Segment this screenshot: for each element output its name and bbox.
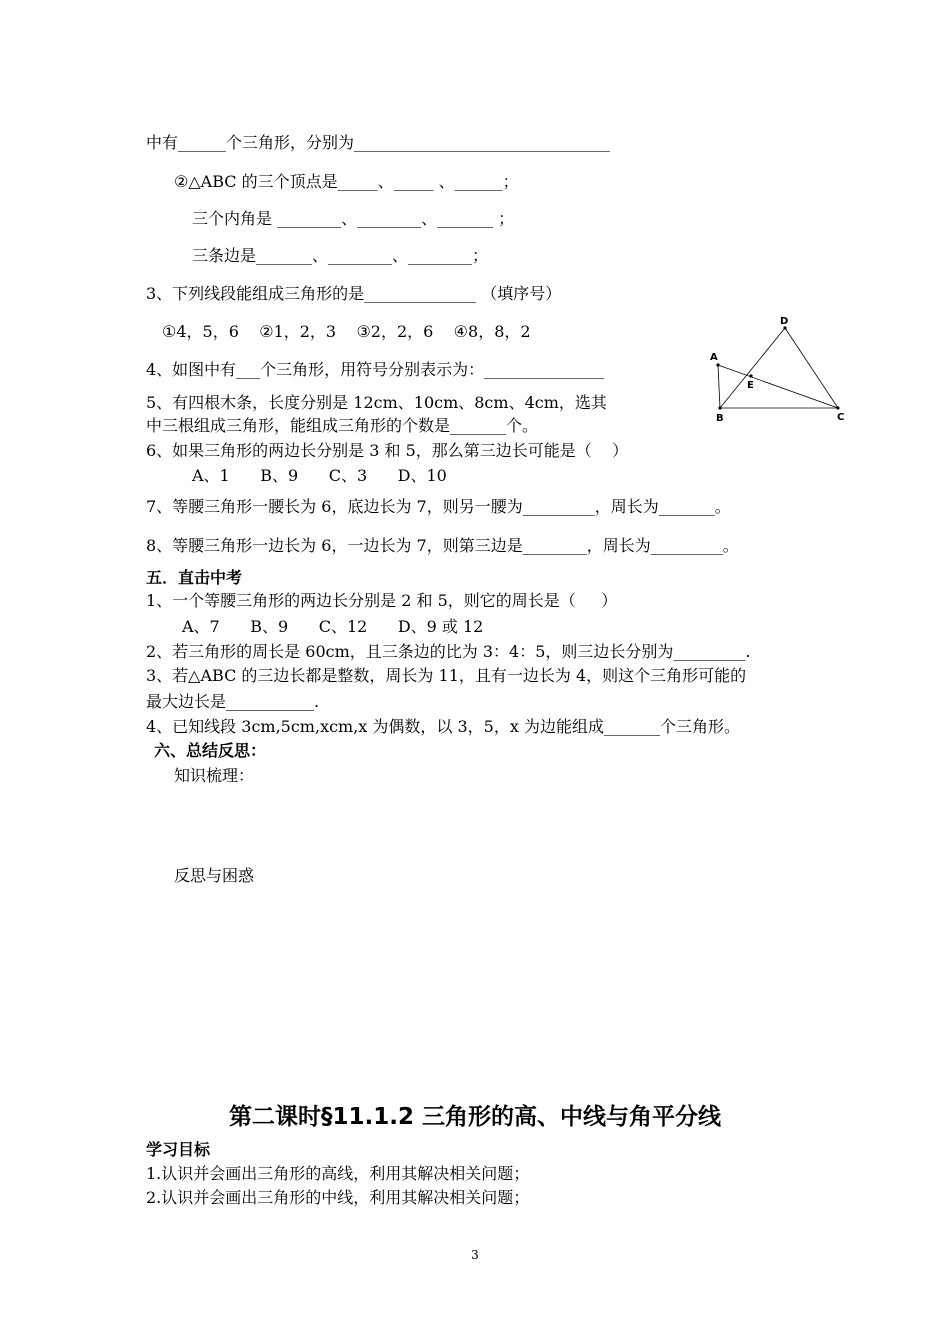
- exam-question-3-line2: 最大边长是___________.: [146, 692, 320, 711]
- blank-line-triangles: 中有______个三角形，分别为________________________________: [146, 133, 611, 152]
- question-3: 3、下列线段能组成三角形的是______________ （填序号）: [146, 284, 562, 303]
- segment-db: [720, 328, 785, 408]
- knowledge-summary-label: 知识梳理：: [174, 766, 255, 785]
- label-a: A: [710, 352, 718, 363]
- section-heading-5: 五．直击中考: [146, 568, 243, 587]
- point-e: [749, 374, 752, 377]
- triangle-figure: [700, 310, 860, 426]
- exam-question-2: 2、若三角形的周长是 60cm，且三条边的比为 3：4：5，则三边长分别为_________.: [146, 642, 751, 661]
- goal-2: 2.认识并会画出三角形的中线，利用其解决相关问题；: [146, 1188, 530, 1207]
- goals-heading: 学习目标: [146, 1140, 211, 1159]
- exam-question-3-line1: 3、若△ABC 的三边长都是整数，周长为 11，且有一边长为 4，则这个三角形可能的: [146, 666, 747, 685]
- point-c: [836, 406, 839, 409]
- segment-ab: [718, 365, 720, 408]
- question-7: 7、等腰三角形一腰长为 6，底边长为 7，则另一腰为_________，周长为_______。: [146, 497, 731, 516]
- question-6: 6、如果三角形的两边长分别是 3 和 5，那么第三边长可能是（ ）: [146, 441, 629, 460]
- segment-dc: [785, 328, 838, 408]
- label-c: C: [837, 412, 845, 423]
- question-angles: 三个内角是 ________、________、_______ ；: [192, 209, 515, 228]
- question-8: 8、等腰三角形一边长为 6，一边长为 7，则第三边是________，周长为_________。: [146, 536, 739, 555]
- point-a: [716, 363, 719, 366]
- label-d: D: [780, 316, 789, 327]
- question-sides: 三条边是_______、________、________；: [192, 246, 489, 265]
- segment-ac: [718, 365, 838, 408]
- point-b: [718, 406, 721, 409]
- exam-question-1-options: A、7 B、9 C、12 D、9 或 12: [182, 617, 484, 636]
- question-5-line2: 中三根组成三角形，能组成三角形的个数是_______个。: [146, 416, 539, 435]
- label-b: B: [716, 413, 724, 424]
- lesson-title: 第二课时§11.1.2 三角形的高、中线与角平分线: [229, 1104, 721, 1130]
- exam-question-4: 4、已知线段 3cm,5cm,xcm,x 为偶数，以 3，5，x 为边能组成_______个三角形。: [146, 717, 740, 736]
- question-5-line1: 5、有四根木条，长度分别是 12cm、10cm、8cm、4cm，选其: [146, 393, 607, 412]
- page-number: 3: [471, 1248, 479, 1262]
- section-heading-6: 六、总结反思：: [154, 741, 267, 760]
- label-e: E: [747, 380, 754, 391]
- question-vertices: ②△ABC 的三个顶点是_____、_____ 、______；: [174, 172, 519, 191]
- question-6-options: A、1 B、9 C、3 D、10: [192, 466, 447, 485]
- question-4: 4、如图中有___个三角形，用符号分别表示为：_______________: [146, 360, 605, 379]
- goal-1: 1.认识并会画出三角形的高线，利用其解决相关问题；: [146, 1164, 530, 1183]
- exam-question-1: 1、一个等腰三角形的两边长分别是 2 和 5，则它的周长是（ ）: [146, 591, 618, 610]
- reflection-label: 反思与困惑: [174, 866, 255, 885]
- question-3-options: ①4，5，6 ②1，2，3 ③2，2，6 ④8，8，2: [162, 322, 531, 341]
